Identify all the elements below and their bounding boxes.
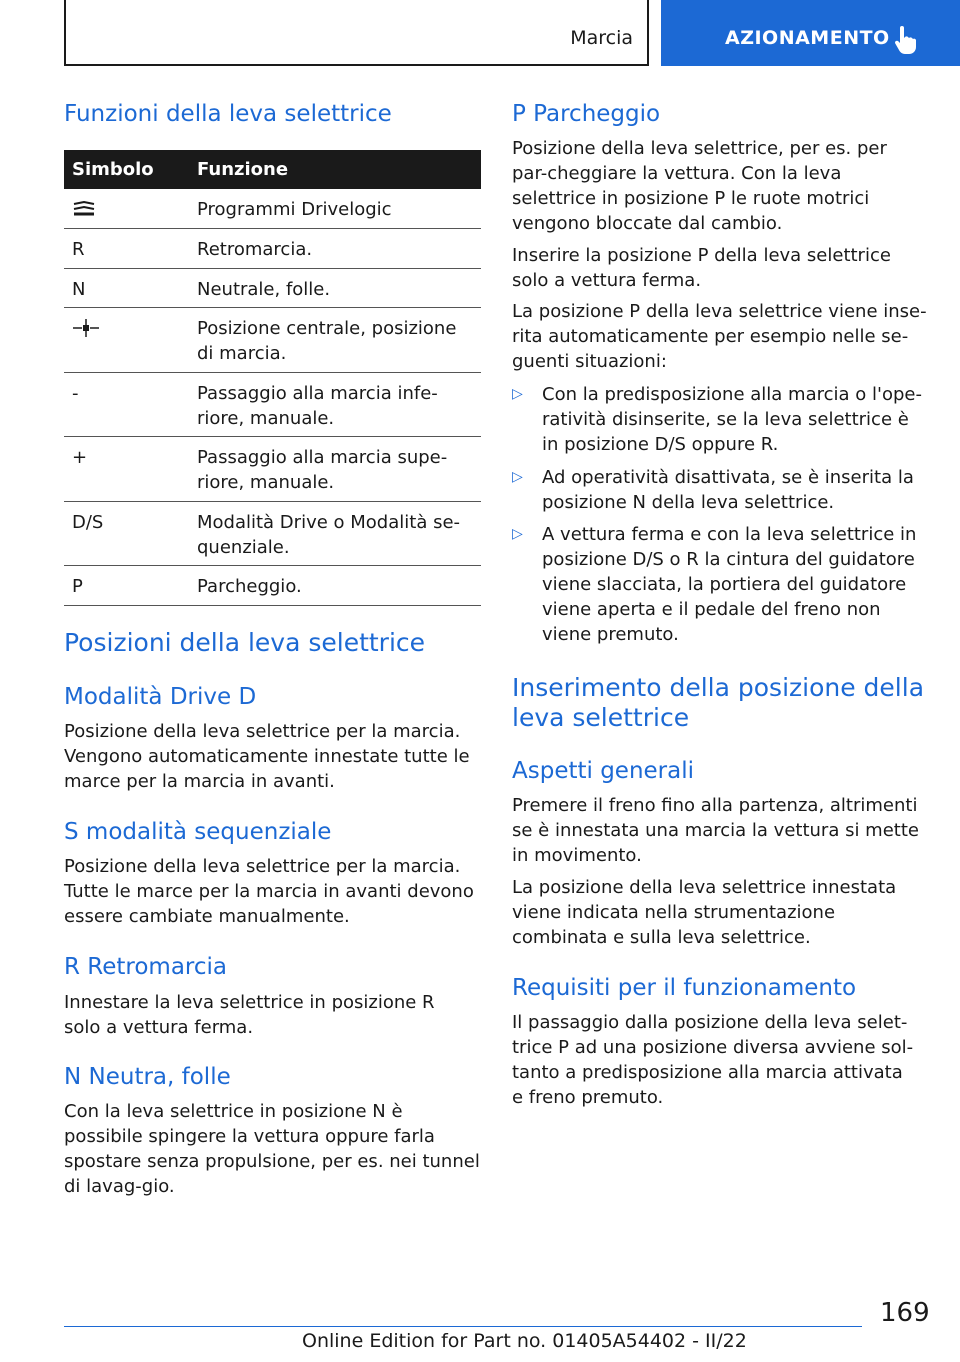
row-function: Passaggio alla marcia supe-riore, manuale. (197, 447, 448, 493)
row-function: Parcheggio. (197, 576, 302, 597)
list-item-text: Con la predisposizione alla marcia o l'ope-ratività disinserite, se la leva selettrice è in posizione D/S oppure R. (542, 384, 922, 455)
table-row (64, 308, 481, 373)
table-row (64, 502, 481, 566)
row-symbol: D/S (72, 512, 104, 533)
row-function: Passaggio alla marcia infe-riore, manuale. (197, 383, 438, 429)
park-paragraph-3: La posizione P della leva selettrice viene inse-rita automaticamente per esempio nelle se-guenti situazioni: (512, 301, 927, 372)
center-position-icon (72, 318, 100, 338)
page-number: 169 (880, 1298, 930, 1328)
park-title: P Parcheggio (512, 101, 661, 127)
row-function: Posizione centrale, posizione di marcia. (197, 318, 457, 364)
list-item-text: Ad operatività disattivata, se è inserita la posizione N della leva selettrice. (542, 467, 914, 513)
general-paragraph-2: La posizione della leva selettrice innestata viene indicata nella strumentazione combinata e sulla leva selettrice. (512, 877, 897, 948)
table-row (64, 229, 481, 269)
table-title: Funzioni della leva selettrice (64, 101, 392, 127)
sequential-text: Posizione della leva selettrice per la marcia. Tutte le marce per la marcia in avanti devono essere cambiate manualmente. (64, 856, 474, 927)
header-section-title: Marcia (570, 27, 633, 49)
header-section-box (64, 0, 649, 66)
requirements-title: Requisiti per il funzionamento (512, 975, 857, 1001)
table-row (64, 437, 481, 502)
row-symbol: - (72, 383, 79, 404)
park-paragraph-1: Posizione della leva selettrice, per es. per par-cheggiare la vettura. Con la leva selettrice in posizione P le ruote motrici vengono bloccate dal cambio. (512, 138, 887, 234)
general-title: Aspetti generali (512, 758, 695, 784)
requirements-text: Il passaggio dalla posizione della leva selet-trice P ad una posizione diversa avviene sol-tanto a predisposizione alla marcia attivata e freno premuto. (512, 1012, 914, 1108)
insert-title: Inserimento della posizione della leva selettrice (512, 673, 925, 732)
row-symbol: P (72, 576, 83, 597)
row-function: Modalità Drive o Modalità se-quenziale. (197, 512, 461, 558)
reverse-text: Innestare la leva selettrice in posizione R solo a vettura ferma. (64, 992, 435, 1038)
header-chapter-title: AZIONAMENTO (725, 27, 890, 49)
row-function: Retromarcia. (197, 239, 313, 260)
triangle-bullet-icon: ▷ (512, 526, 523, 542)
row-function: Programmi Drivelogic (197, 199, 392, 220)
neutral-title: N Neutra, folle (64, 1064, 231, 1090)
positions-title: Posizioni della leva selettrice (64, 628, 426, 657)
table-row (64, 566, 481, 606)
triangle-bullet-icon: ▷ (512, 386, 523, 402)
footer-divider (64, 1326, 862, 1327)
header-chapter-box (661, 0, 960, 66)
table-row (64, 373, 481, 437)
general-paragraph-1: Premere il freno fino alla partenza, altrimenti se è innestata una marcia la vettura si mette in movimento. (512, 795, 919, 866)
row-symbol: R (72, 239, 85, 260)
table-row (64, 269, 481, 308)
drivelogic-icon (72, 201, 96, 217)
footer-edition: Online Edition for Part no. 01405A54402 - II/22 (302, 1330, 747, 1352)
reverse-title: R Retromarcia (64, 954, 228, 980)
park-paragraph-2: Inserire la posizione P della leva selettrice solo a vettura ferma. (512, 245, 891, 291)
table-header (64, 150, 481, 189)
list-item-text: A vettura ferma e con la leva selettrice in posizione D/S o R la cintura del guidatore viene slacciata, la portiera del guidatore viene aperta e il pedale del freno non viene premuto. (542, 524, 917, 645)
header-function: Funzione (197, 159, 289, 180)
neutral-text: Con la leva selettrice in posizione N è possibile spingere la vettura oppure farla spostare senza propulsione, per es. nei tunnel di lavag-gio. (64, 1101, 480, 1197)
triangle-bullet-icon: ▷ (512, 469, 523, 485)
sequential-title: S modalità sequenziale (64, 819, 332, 845)
row-symbol: N (72, 279, 86, 300)
table-row (64, 189, 481, 229)
selector-functions-table (64, 150, 481, 606)
drive-title: Modalità Drive D (64, 684, 257, 710)
row-symbol: + (72, 447, 88, 468)
row-function: Neutrale, folle. (197, 279, 331, 300)
header-symbol: Simbolo (72, 159, 154, 180)
hand-pointer-icon (893, 26, 917, 54)
drive-text: Posizione della leva selettrice per la marcia. Vengono automaticamente innestate tutte le marce per la marcia in avanti. (64, 721, 470, 792)
